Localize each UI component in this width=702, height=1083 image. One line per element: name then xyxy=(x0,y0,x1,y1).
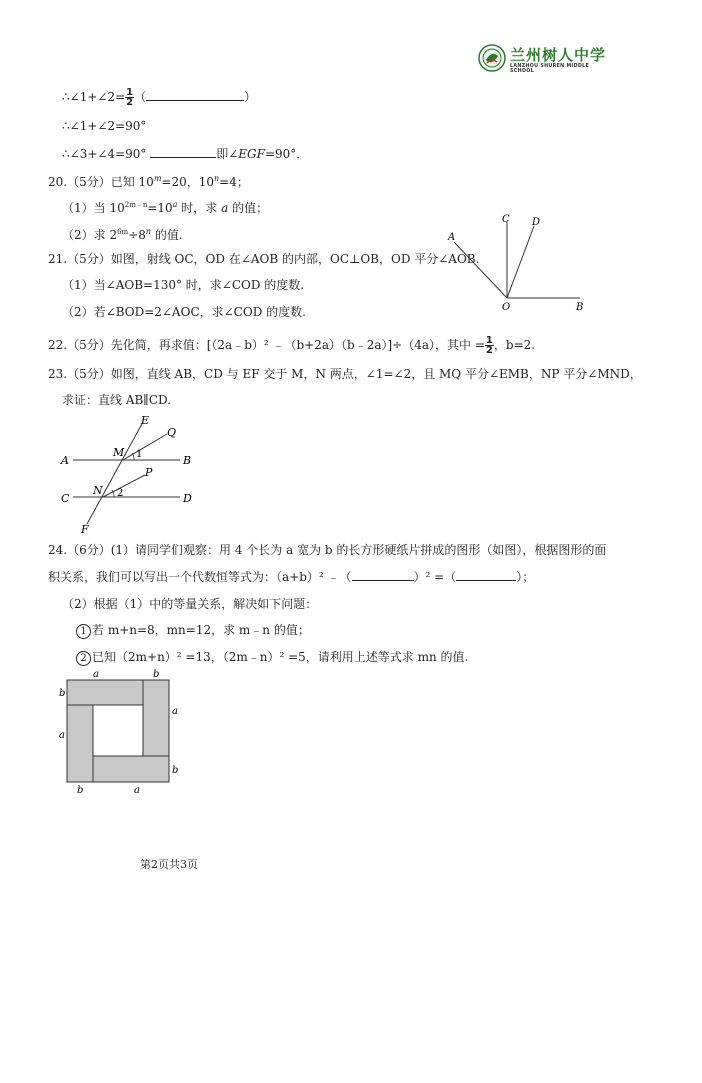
label-O: O xyxy=(502,302,511,313)
logo-chinese-name: 兰州树人中学 xyxy=(510,46,607,64)
q24-sub-2: 2 已知（2m+n）² =13，（2m﹣n）² =5，请利用上述等式求 mn 的值. xyxy=(76,649,468,666)
label-D: D xyxy=(183,492,192,505)
label-angle-1: 1 xyxy=(136,449,143,460)
q21-part-2: （2）若∠BOD=2∠AOC，求∠COD 的度数. xyxy=(62,305,306,319)
label-C: C xyxy=(502,214,510,225)
label-a-bottom: a xyxy=(134,785,140,796)
label-a-top: a xyxy=(93,669,99,680)
label-a-right: a xyxy=(172,706,178,717)
label-angle-2: 2 xyxy=(117,488,124,499)
school-logo xyxy=(478,44,608,76)
q20-stem: 20.（5分）已知 $10^m=20$，$10^n=4$； xyxy=(48,174,249,189)
q23-stem: 23.（5分）如图，直线 AB，CD 与 EF 交于 M，N 两点，∠1=∠2，且 MQ 平分∠EMB，NP 平分∠MND， xyxy=(48,367,642,381)
q24-stem: 24.（6分）(1）请同学们观察：用 4 个长为 a 宽为 b 的长方形硬纸片拼成的图形（如图），根据图形的面 xyxy=(48,543,607,557)
label-b-bottom: b xyxy=(77,785,84,796)
q21-part-1: （1）当∠AOB=130° 时，求∠COD 的度数. xyxy=(62,278,305,292)
answer-blank[interactable] xyxy=(150,145,216,158)
label-b-left: b xyxy=(59,688,66,699)
q22-stem: 22.（5分）先化简，再求值：[（2a﹣b）² ﹣（b+2a）（b﹣2a）]÷（4a），其中 = $\frac{1}{2}$ ，b=2. xyxy=(48,335,536,356)
answer-blank[interactable] xyxy=(352,568,414,581)
ray-NP xyxy=(103,475,145,497)
label-A: A xyxy=(61,454,69,467)
q20-part-1: （1）当 $10^{2m﹣n}=10^a$ 时，求 a 的值； xyxy=(62,200,269,215)
circled-number: 1 xyxy=(76,624,91,639)
ray-OA xyxy=(454,242,507,298)
page-number: 第2页共3页 xyxy=(140,858,198,871)
label-P: P xyxy=(145,466,153,479)
label-D: D xyxy=(532,217,541,228)
circled-number: 2 xyxy=(76,651,91,666)
rect-left xyxy=(67,705,93,782)
line-EF xyxy=(87,422,143,524)
q24-identity-line: 积关系，我们可以写出一个代数恒等式为：（a+b）² ﹣（ ）² =（ ）； xyxy=(48,570,535,584)
label-a-left: a xyxy=(59,730,65,741)
logo-english-name: LANZHOU SHUREN MIDDLE SCHOOL xyxy=(510,64,590,74)
q24-sub-1: 1 若 m+n=8，mn=12，求 m﹣n 的值； xyxy=(76,622,310,639)
q24-square-figure xyxy=(55,666,185,798)
label-B: B xyxy=(576,302,584,313)
ray-OD xyxy=(507,226,534,298)
proof-line-2: ∴∠1+∠2=90° xyxy=(62,119,147,133)
proof-line-3: ∴∠3+∠4=90° 即∠EGF=90°． xyxy=(62,147,309,161)
fraction-half: $\frac{1}{2}$ xyxy=(485,335,493,356)
rect-bottom xyxy=(93,756,169,782)
answer-blank[interactable] xyxy=(146,88,244,101)
label-C: C xyxy=(61,492,70,505)
proof-line-1: ∴∠1+∠2= $\frac{1}{2}$ （ ） xyxy=(62,87,257,108)
label-b-right: b xyxy=(172,765,179,776)
q21-stem: 21.（5分）如图，射线 OC，OD 在∠AOB 的内部，OC⊥OB，OD 平分∠AOB. xyxy=(48,252,480,266)
q23-prove: 求证：直线 AB∥CD. xyxy=(62,393,172,407)
label-M: M xyxy=(113,446,125,459)
rect-right xyxy=(143,680,169,756)
answer-blank[interactable] xyxy=(456,568,516,581)
label-E: E xyxy=(141,414,150,427)
label-F: F xyxy=(81,523,89,536)
rect-top xyxy=(67,680,143,705)
q21-angle-figure xyxy=(440,208,600,318)
label-b-top: b xyxy=(153,669,160,680)
label-N: N xyxy=(93,484,103,497)
fraction-half: $\frac{1}{2}$ xyxy=(126,87,134,108)
school-emblem-icon xyxy=(478,44,506,72)
q20-part-2: （2）求 $2^{6m}\div 8^n$ 的值. xyxy=(62,227,183,242)
label-B: B xyxy=(183,454,192,467)
q24-part-2: （2）根据（1）中的等量关系，解决如下问题： xyxy=(62,597,318,611)
label-Q: Q xyxy=(167,426,177,439)
q23-parallel-lines-figure xyxy=(55,412,205,537)
label-A: A xyxy=(448,232,456,243)
